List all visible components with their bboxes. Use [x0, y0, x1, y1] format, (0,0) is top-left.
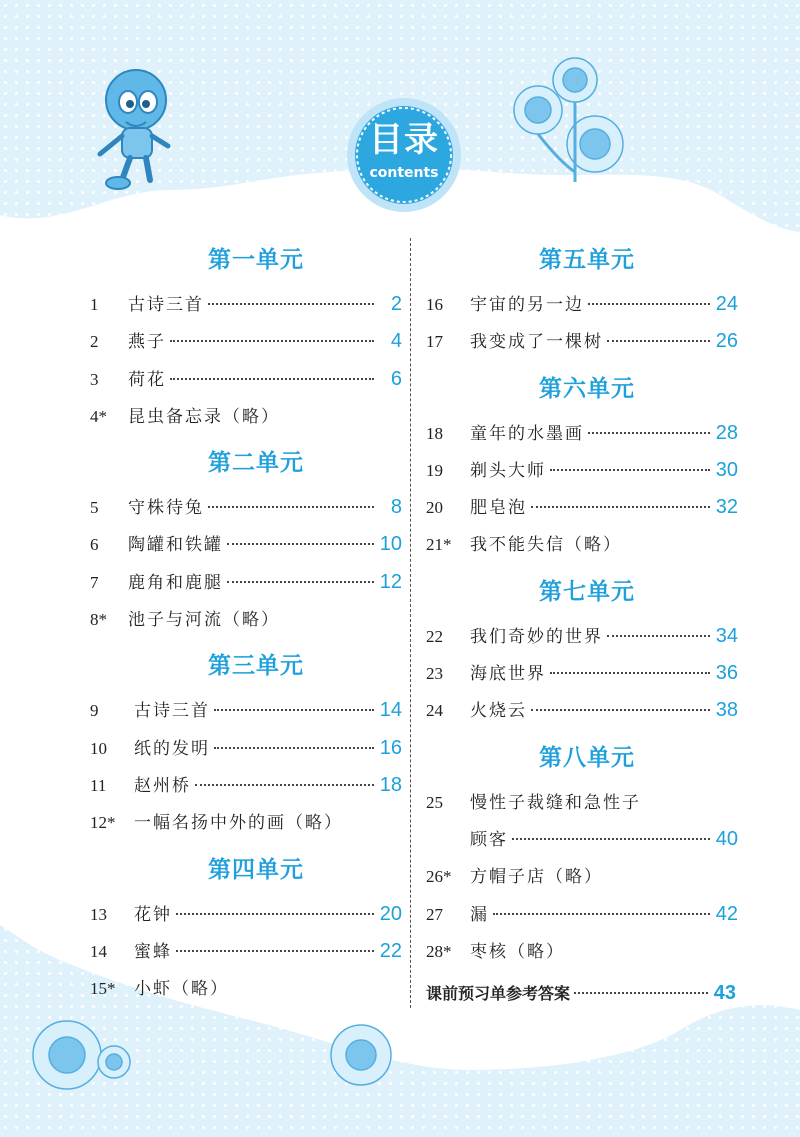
unit-heading: 第二单元 — [208, 450, 304, 477]
lesson-title: 枣核（略） — [470, 941, 565, 962]
page-number: 14 — [379, 699, 402, 722]
toc-entry[interactable] — [90, 970, 402, 1007]
leader-dots — [214, 709, 374, 711]
lesson-number: 15* — [90, 979, 116, 999]
lesson-number: 18 — [426, 423, 443, 443]
toc-entry[interactable] — [90, 398, 402, 435]
lesson-title: 剃头大师 — [470, 460, 546, 481]
lesson-number: 20 — [426, 498, 443, 518]
lesson-number: 4* — [90, 406, 107, 426]
answers-entry[interactable] — [426, 975, 736, 1011]
lesson-number: 9 — [90, 701, 99, 721]
lesson-title: 海底世界 — [470, 664, 546, 685]
lesson-title: 赵州桥 — [134, 775, 191, 796]
lesson-number: 17 — [426, 332, 443, 352]
lesson-title: 漏 — [470, 904, 489, 925]
sunflower-icon — [500, 52, 635, 187]
lesson-title: 我们奇妙的世界 — [470, 626, 603, 647]
lesson-title: 顾客 — [470, 829, 508, 850]
lesson-number: 12* — [90, 813, 116, 833]
page-title: 目录 — [369, 120, 439, 160]
page-number: 36 — [715, 662, 738, 685]
leader-dots — [176, 913, 374, 915]
toc-entry[interactable] — [90, 526, 402, 563]
page-number: 20 — [379, 902, 402, 925]
toc-entry[interactable] — [90, 489, 402, 526]
lesson-number: 25 — [426, 792, 443, 812]
leader-dots — [550, 469, 710, 471]
unit-heading: 第四单元 — [208, 856, 304, 883]
toc-entry[interactable] — [426, 618, 738, 655]
unit-heading: 第五单元 — [539, 247, 635, 273]
lesson-number: 5 — [90, 498, 99, 518]
column-divider — [410, 238, 411, 1008]
lesson-title: 鹿角和鹿腿 — [128, 572, 223, 593]
leader-dots — [227, 543, 374, 545]
lesson-title: 一幅名扬中外的画（略） — [134, 813, 343, 834]
leader-dots — [588, 432, 710, 434]
leader-dots — [208, 303, 374, 305]
lesson-title: 蜜蜂 — [134, 941, 172, 962]
lesson-number: 3 — [90, 369, 99, 389]
sunflower-icon — [22, 1010, 132, 1100]
page-number: 32 — [715, 496, 738, 519]
lesson-number: 21* — [426, 535, 452, 555]
sunflower-icon — [328, 1022, 394, 1088]
toc-entry[interactable] — [90, 804, 402, 841]
leader-dots — [170, 378, 374, 380]
lesson-number: 28* — [426, 941, 452, 961]
lesson-title: 慢性子裁缝和急性子 — [470, 792, 641, 813]
toc-entry[interactable] — [426, 286, 738, 323]
toc-entry[interactable] — [426, 452, 738, 489]
toc-left-column — [90, 232, 402, 1007]
page-number: 34 — [715, 624, 738, 647]
lesson-number: 1 — [90, 295, 99, 314]
toc-entry[interactable] — [426, 858, 738, 895]
lesson-title: 小虾（略） — [134, 979, 229, 1000]
page-number: 18 — [379, 773, 402, 796]
lesson-number: 7 — [90, 572, 99, 592]
leader-dots — [607, 635, 710, 637]
leader-dots — [214, 747, 374, 749]
unit-heading: 第八单元 — [539, 744, 635, 771]
unit-heading: 第六单元 — [539, 375, 635, 402]
lesson-number: 27 — [426, 904, 443, 924]
page-number: 26 — [715, 330, 738, 353]
toc-entry[interactable] — [90, 896, 402, 933]
page-number: 22 — [379, 939, 402, 962]
toc-entry[interactable] — [90, 601, 402, 638]
leader-dots — [531, 506, 710, 508]
lesson-number: 19 — [426, 460, 443, 480]
toc-entry[interactable] — [426, 821, 738, 858]
toc-entry[interactable] — [90, 361, 402, 398]
toc-entry[interactable] — [426, 323, 738, 360]
lesson-title: 池子与河流（略） — [128, 610, 280, 631]
toc-entry[interactable] — [426, 896, 738, 933]
page-number: 6 — [390, 367, 402, 390]
lesson-number: 11 — [90, 775, 107, 795]
toc-entry[interactable] — [90, 286, 402, 323]
toc-entry[interactable] — [90, 730, 402, 767]
page-number: 28 — [715, 421, 738, 444]
lesson-number: 10 — [90, 738, 107, 758]
lesson-title: 我不能失信（略） — [470, 535, 622, 556]
page-number: 2 — [390, 293, 402, 315]
lesson-title: 宇宙的另一边 — [470, 295, 584, 315]
page-number: 4 — [390, 330, 402, 353]
lesson-title: 花钟 — [134, 904, 172, 925]
lesson-title: 火烧云 — [470, 701, 527, 722]
lesson-number: 16 — [426, 295, 443, 314]
lesson-number: 24 — [426, 701, 443, 721]
lesson-title: 我变成了一棵树 — [470, 332, 603, 353]
lesson-number: 23 — [426, 664, 443, 684]
leader-dots — [574, 992, 708, 994]
toc-entry[interactable] — [426, 526, 738, 563]
page-number: 24 — [715, 293, 738, 315]
lesson-title: 方帽子店（略） — [470, 867, 603, 888]
page-subtitle: contents — [369, 165, 439, 181]
page-number: 16 — [379, 736, 402, 759]
lesson-number: 2 — [90, 332, 99, 352]
leader-dots — [176, 950, 374, 952]
lesson-title: 荷花 — [128, 369, 166, 390]
leader-dots — [531, 709, 710, 711]
toc-right-column — [426, 232, 738, 970]
toc-entry[interactable] — [426, 489, 738, 526]
lesson-title: 守株待兔 — [128, 498, 204, 519]
lesson-number: 22 — [426, 626, 443, 646]
toc-entry[interactable] — [90, 767, 402, 804]
lesson-title: 古诗三首 — [134, 701, 210, 722]
lesson-title: 古诗三首 — [128, 295, 204, 315]
answers-page-number: 43 — [713, 982, 736, 1004]
page-number: 30 — [715, 458, 738, 481]
toc-entry[interactable] — [90, 323, 402, 360]
lesson-title: 童年的水墨画 — [470, 423, 584, 444]
leader-dots — [493, 913, 710, 915]
leader-dots — [208, 506, 374, 508]
lesson-title: 昆虫备忘录（略） — [128, 406, 280, 427]
toc-entry[interactable] — [426, 415, 738, 452]
lesson-title: 燕子 — [128, 332, 166, 353]
leader-dots — [512, 838, 710, 840]
unit-heading: 第一单元 — [208, 247, 304, 273]
lesson-title: 陶罐和铁罐 — [128, 535, 223, 556]
lesson-number: 14 — [90, 941, 107, 961]
unit-heading: 第七单元 — [539, 578, 635, 605]
toc-entry[interactable] — [426, 692, 738, 729]
toc-entry[interactable] — [426, 784, 738, 821]
lesson-title: 纸的发明 — [134, 738, 210, 759]
toc-entry[interactable] — [426, 933, 738, 970]
lesson-number: 13 — [90, 904, 107, 924]
lesson-number: 6 — [90, 535, 99, 555]
lesson-number: 26* — [426, 867, 452, 887]
toc-entry[interactable] — [90, 564, 402, 601]
leader-dots — [195, 784, 374, 786]
toc-entry[interactable] — [90, 692, 402, 729]
toc-entry[interactable] — [426, 655, 738, 692]
leader-dots — [588, 303, 710, 305]
page-number: 12 — [379, 570, 402, 593]
page-number: 38 — [715, 699, 738, 722]
toc-entry[interactable] — [90, 933, 402, 970]
leader-dots — [550, 672, 710, 674]
lesson-number: 8* — [90, 610, 107, 630]
answers-title: 课前预习单参考答案 — [426, 984, 571, 1003]
page-number: 8 — [390, 496, 402, 519]
page-number: 40 — [715, 827, 738, 850]
page-number: 42 — [715, 902, 738, 925]
unit-heading: 第三单元 — [208, 653, 304, 680]
leader-dots — [170, 340, 374, 342]
lesson-title: 肥皂泡 — [470, 498, 527, 519]
mascot-icon — [88, 62, 178, 192]
leader-dots — [607, 340, 710, 342]
page-number: 10 — [379, 533, 402, 556]
leader-dots — [227, 581, 374, 583]
